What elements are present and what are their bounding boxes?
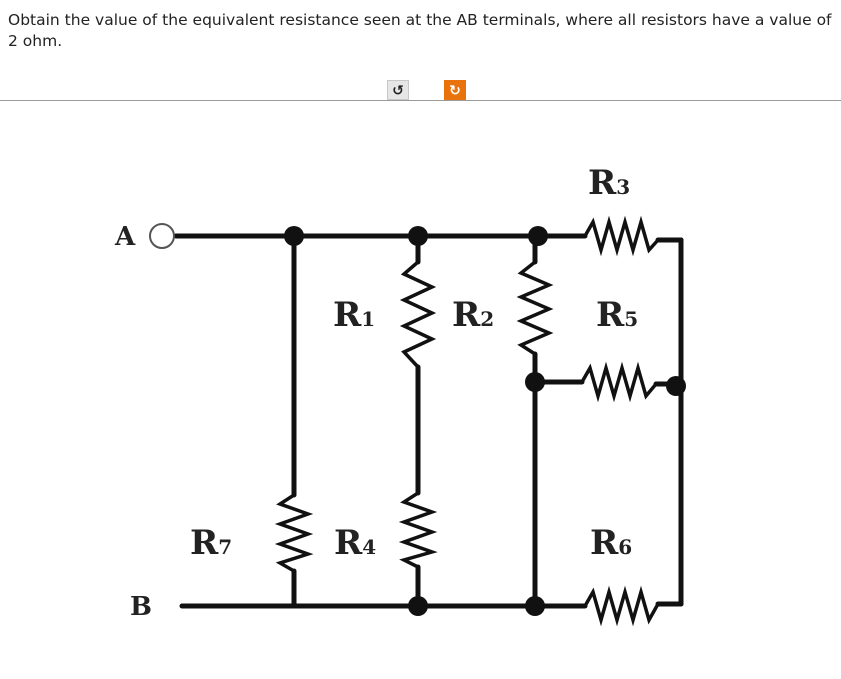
- node-top-2: [408, 226, 428, 246]
- r3-label: R3: [588, 163, 631, 203]
- r1-label: R1: [333, 295, 376, 335]
- resistor-r3: [585, 222, 658, 250]
- resistor-r7: [280, 495, 308, 571]
- resistor-r1: [404, 262, 432, 367]
- node-r5-left: [525, 372, 545, 392]
- r4-label: R4: [334, 523, 377, 563]
- redo-icon: ↻: [449, 81, 461, 98]
- resistor-r4: [404, 493, 432, 567]
- resistor-r6: [585, 592, 658, 620]
- terminal-b-label: B: [130, 592, 152, 622]
- terminal-a-label: A: [115, 222, 136, 252]
- r7-label: R7: [190, 523, 233, 563]
- node-top-3: [528, 226, 548, 246]
- resistor-r2: [521, 262, 549, 354]
- resistor-r5: [582, 368, 656, 396]
- node-bottom-2: [525, 596, 545, 616]
- r2-label: R2: [452, 295, 495, 335]
- terminal-a-open-circle: [150, 224, 174, 248]
- node-top-1: [284, 226, 304, 246]
- node-bottom-1: [408, 596, 428, 616]
- r6-label: R6: [590, 523, 633, 563]
- node-r5-right: [666, 376, 686, 396]
- question-text: Obtain the value of the equivalent resistance seen at the AB terminals, where all resistors have a value of 2 ohm.: [8, 11, 832, 50]
- undo-icon: ↺: [392, 81, 404, 98]
- r5-label: R5: [596, 295, 639, 335]
